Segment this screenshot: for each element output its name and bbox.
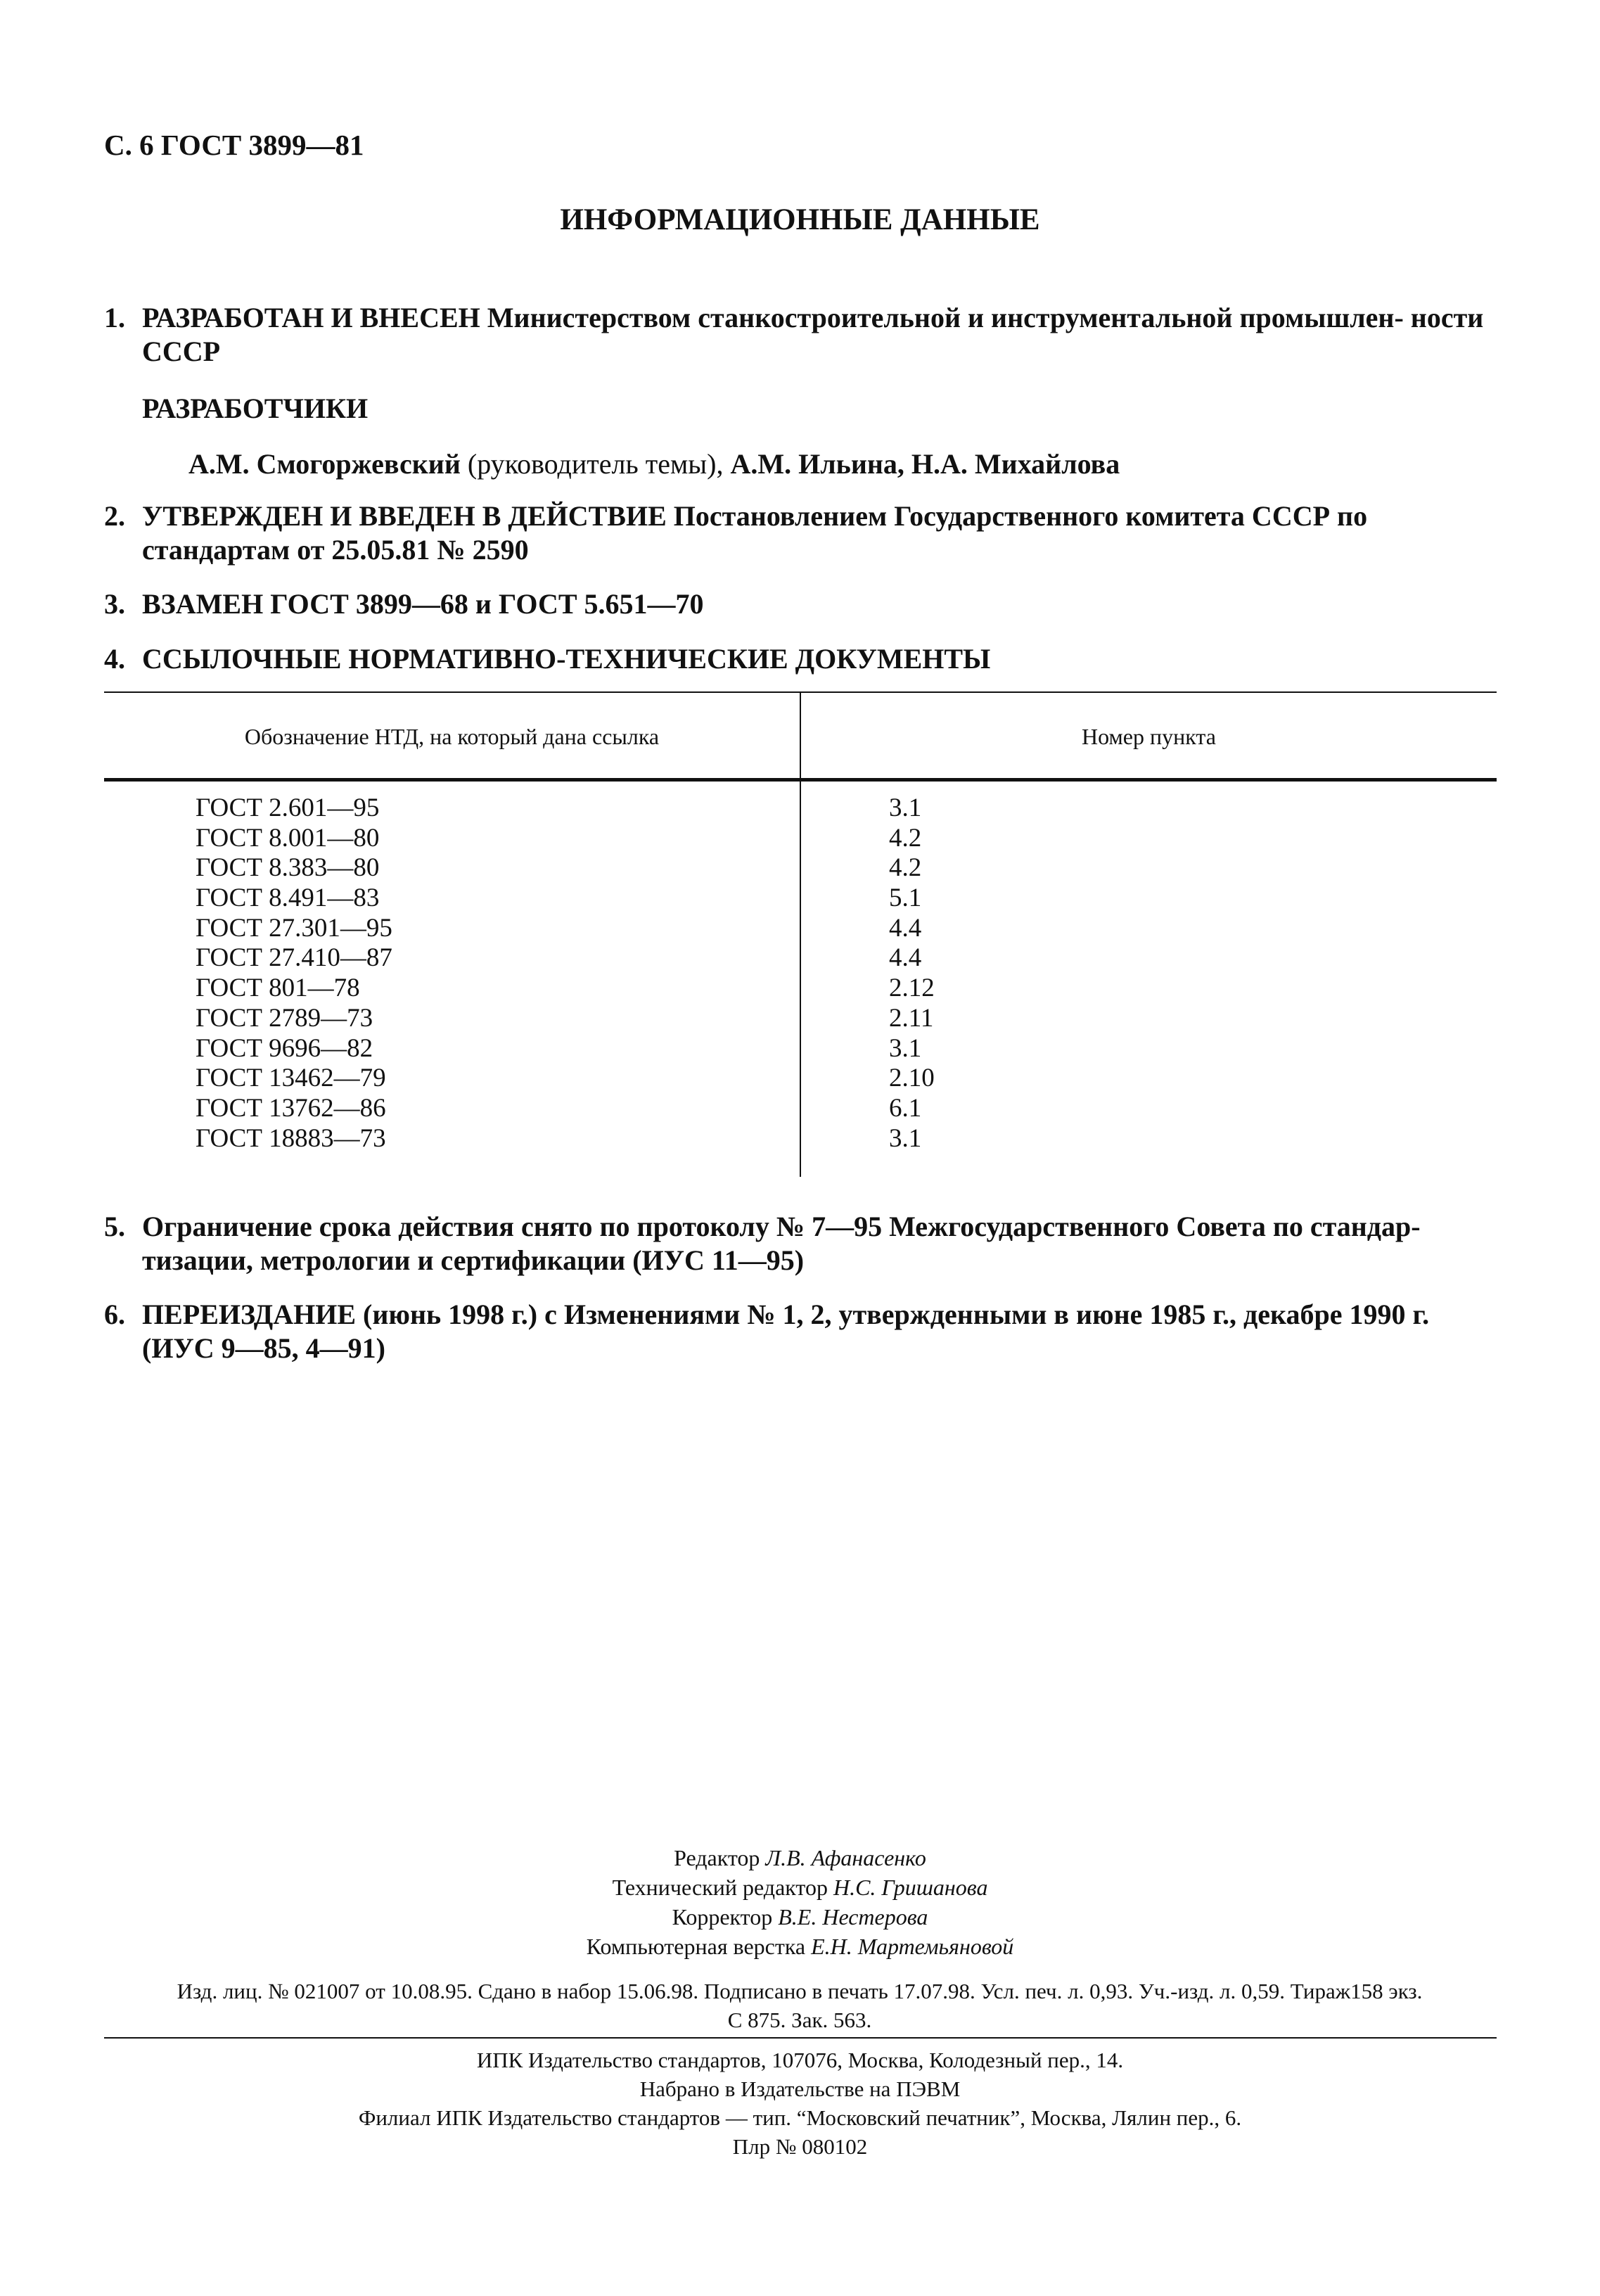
credits-block [0, 1843, 1600, 1961]
table-row [104, 793, 1497, 824]
row-clause: 3.1 [889, 1123, 922, 1153]
info-item-4 [104, 642, 1497, 676]
imprint-block [107, 1977, 1492, 2034]
credit-proofreader: Корректор В.Е. Нестерова [672, 1904, 928, 1930]
row-clause: 6.1 [889, 1093, 922, 1123]
info-item-6 [104, 1298, 1497, 1365]
item-number: 5. [104, 1211, 125, 1242]
row-clause: 2.12 [889, 974, 935, 1003]
table-row [104, 853, 1497, 884]
developers-heading: РАЗРАБОТЧИКИ [142, 393, 369, 424]
table-row [104, 914, 1497, 944]
item-lead: РАЗРАБОТАН И ВНЕСЕН [142, 302, 480, 333]
item-lead: ВЗАМЕН ГОСТ 3899—68 и ГОСТ 5.651—70 [142, 588, 704, 620]
item-number: 4. [104, 643, 125, 675]
developer-others: А.М. Ильина, Н.А. Михайлова [730, 448, 1120, 480]
item-lead: ССЫЛОЧНЫЕ НОРМАТИВНО-ТЕХНИЧЕСКИЕ ДОКУМЕНТЫ [142, 643, 991, 675]
row-document: ГОСТ 8.491—83 [196, 884, 380, 913]
table-row [104, 884, 1497, 914]
table-row [104, 943, 1497, 974]
imprint-line-2: С 875. Зак. 563. [727, 2008, 872, 2032]
row-document: ГОСТ 18883—73 [196, 1123, 386, 1153]
reference-documents-table [104, 691, 1497, 1177]
table-row [104, 1064, 1497, 1094]
table-row [104, 1034, 1497, 1064]
row-clause: 3.1 [889, 793, 922, 822]
info-item-5 [104, 1210, 1497, 1277]
credit-layout: Компьютерная верстка Е.Н. Мартемьяновой [586, 1934, 1014, 1959]
row-clause: 5.1 [889, 884, 922, 913]
item-number: 6. [104, 1299, 125, 1330]
row-document: ГОСТ 2.601—95 [196, 793, 380, 822]
table-header-clause: Номер пункта [1082, 724, 1216, 749]
developers-list [188, 447, 1120, 480]
publisher-line-1: ИПК Издательство стандартов, 107076, Москва, Колодезный пер., 14. [476, 2048, 1124, 2072]
table-body [104, 793, 1497, 1154]
item-number: 3. [104, 588, 125, 620]
row-clause: 4.2 [889, 823, 922, 853]
row-document: ГОСТ 13762—86 [196, 1093, 386, 1123]
page-header: С. 6 ГОСТ 3899—81 [104, 129, 364, 161]
table-row [104, 1124, 1497, 1154]
row-document: ГОСТ 13462—79 [196, 1064, 386, 1093]
document-title: ИНФОРМАЦИОННЫЕ ДАННЫЕ [560, 203, 1040, 236]
item-number: 1. [104, 302, 125, 333]
table-row [104, 1094, 1497, 1124]
table-header-document: Обозначение НТД, на который дана ссылка [244, 724, 660, 749]
row-clause: 4.4 [889, 913, 922, 943]
info-item-1 [104, 301, 1497, 369]
publisher-line-4: Плр № 080102 [732, 2134, 868, 2159]
row-clause: 3.1 [889, 1033, 922, 1063]
row-clause: 2.10 [889, 1064, 935, 1093]
row-document: ГОСТ 8.383—80 [196, 853, 380, 883]
developer-lead: А.М. Смогоржевский [188, 448, 461, 480]
row-clause: 4.2 [889, 853, 922, 883]
info-item-3 [104, 587, 1497, 621]
item-text: Ограничение срока действия снято по протоколу № 7—95 Межгосударственного Совета по стандар- тизации, метрологии и сертификации (ИУС 11—95) [142, 1211, 1421, 1276]
item-text: Министерством станкостроительной и инструментальной промышлен- ности СССР [142, 302, 1484, 367]
row-clause: 4.4 [889, 943, 922, 973]
row-document: ГОСТ 27.301—95 [196, 913, 392, 943]
row-document: ГОСТ 27.410—87 [196, 943, 392, 973]
publisher-line-3: Филиал ИПК Издательство стандартов — тип. “Московский печатник”, Москва, Лялин пер., 6. [358, 2105, 1242, 2130]
item-text: (июнь 1998 г.) с Изменениями № 1, 2, утвержденными в июне 1985 г., декабре 1990 г. (ИУС 9—85, 4—91) [142, 1299, 1430, 1364]
publisher-block [0, 2046, 1600, 2161]
table-row [104, 824, 1497, 854]
developer-role: (руководитель темы), [467, 448, 724, 480]
publisher-line-2: Набрано в Издательстве на ПЭВМ [639, 2077, 961, 2101]
row-clause: 2.11 [889, 1003, 934, 1033]
row-document: ГОСТ 801—78 [196, 974, 360, 1003]
imprint-line-1: Изд. лиц. № 021007 от 10.08.95. Сдано в набор 15.06.98. Подписано в печать 17.07.98. Усл. печ. л. 0,93. Уч.-изд. л. 0,59. Тираж158 экз. [177, 1979, 1423, 2003]
item-lead: УТВЕРЖДЕН И ВВЕДЕН В ДЕЙСТВИЕ [142, 500, 667, 532]
credit-tech-editor: Технический редактор Н.С. Гришанова [612, 1875, 988, 1900]
row-document: ГОСТ 8.001—80 [196, 823, 380, 853]
table-row [104, 1004, 1497, 1034]
row-document: ГОСТ 9696—82 [196, 1033, 373, 1063]
table-row [104, 974, 1497, 1004]
info-item-2 [104, 499, 1497, 567]
imprint-rule [104, 2037, 1497, 2039]
item-lead: ПЕРЕИЗДАНИЕ [142, 1299, 357, 1330]
item-number: 2. [104, 500, 125, 532]
row-document: ГОСТ 2789—73 [196, 1003, 373, 1033]
item-text: Постановлением Государственного комитета СССР по стандартам от 25.05.81 № 2590 [142, 500, 1368, 566]
credit-editor: Редактор Л.В. Афанасенко [674, 1845, 926, 1870]
